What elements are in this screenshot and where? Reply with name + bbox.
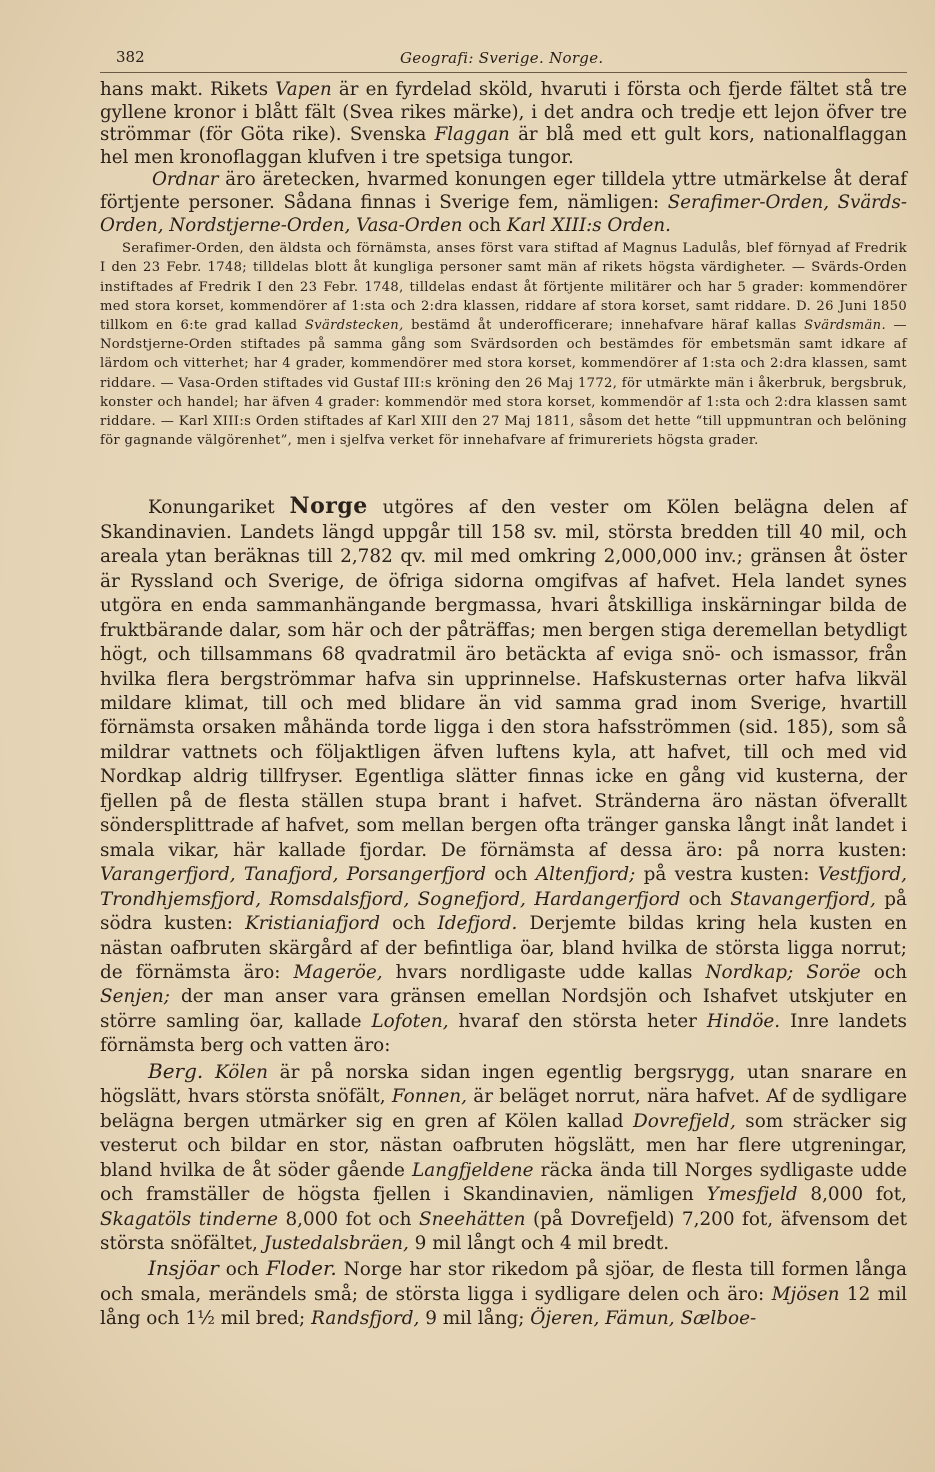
paragraph-vapen: hans makt. Rikets Vapen är en fyrdelad sköld, hvaruti i första och fjerde fältet stå tre gyllene kronor i blått fält (Svea rikes märke), i det andra och tredje ett lejon öfver tre strömmar (för Göta rike). Svenska Flaggan är blå med ett gult kors, nationalflaggan hel men kronoflaggan klufven i tre spetsiga tungor. — [100, 79, 907, 168]
paragraph-orders-detail: Serafimer-Orden, den äldsta och förnämsta, anses först vara stiftad af Magnus Ladulås, blef förnyad af Fredrik I den 23 Febr. 1748; tilldelas blott åt kungliga personer samt män af rikets högsta värdigheter. — Svärds-Orden instiftades af Fredrik I den 23 Febr. 1748, tilldelas endast åt förtjente militärer och har 5 grader: kommendörer med stora korset, kommendörer af 1:sta och 2:dra klassen, riddare af stora korset, samt riddare. D. 26 Juni 1850 tillkom en 6:te grad kallad Svärdstecken, bestämd åt underofficerare; innehafvare häraf kallas Svärdsmän. — Nordstjerne-Orden stiftades på samma gång som Svärdsorden och bestämdes för embetsmän samt idkare af lärdom och vitterhet; har 4 grader, kommendörer med stora korset, kommendörer af 1:sta och 2:dra klassen, samt riddare. — Vasa-Orden stiftades vid Gustaf III:s kröning den 26 Maj 1772, för utmärkte män i åkerbruk, bergsbruk, konster och handel; har äfven 4 grader: kommendör med stora korset, kommendör af 1:sta och 2:dra klassen samt riddare. — Karl XIII:s Orden stiftades af Karl XIII den 27 Maj 1811, såsom det hette “till uppmuntran och belöning för gagnande välgörenhet”, men i sjelfva verket för innehafvare af frimureriets högsta grader. — [100, 241, 907, 449]
norge-section — [100, 494, 907, 1331]
page-number: 382 — [116, 48, 145, 66]
orders-note — [100, 239, 907, 450]
running-head: Geografi: Sverige. Norge. — [400, 49, 604, 67]
paragraph-ordnar: Ordnar äro äretecken, hvarmed konungen eger tilldela yttre utmärkelse åt deraf förtjente personer. Sådana finnas i Sverige fem, nämligen: Serafimer-Orden, Svärds-Orden, Nordstjerne-Orden, Vasa-Orden och Karl XIII:s Orden. — [100, 169, 907, 236]
paragraph-insjoar: Insjöar och Floder. Norge har stor rikedom på sjöar, de flesta till formen långa och smala, merändels små; de största ligga i sydligare delen och äro: Mjösen 12 mil lång och 1½ mil bred; Randsfjord, 9 mil lång; Öjeren, Fämun, Sælboe- — [100, 1256, 907, 1330]
subheading-insjoar: Insjöar — [148, 1256, 219, 1281]
paragraph-norge-intro: Konungariket Norge utgöres af den vester om Kölen belägna delen af Skandinavien. Landets längd uppgår till 158 sv. mil, största bredden till 40 mil, och areala ytan beräknas till 2,782 qv. mil med omkring 2,000,000 inv.; gränsen åt öster är Ryssland och Sverige, de öfriga sidorna omgifvas af hafvet. Hela landet synes utgöra en enda sammanhängande bergmassa, hvari åtskilliga inskärningar bilda de fruktbärande dalar, som här och der påträffas; men bergen stiga deremellan betydligt högt, och tillsammans 68 qvadratmil äro betäckta af eviga snö- och ismassor, från hvilka flera bergströmmar hafva sin upprinnelse. Hafskusternas orter hafva likväl mildare klimat, till och med blidare än vid samma grad inom Sverige, hvartill förnämsta orsaken måhända torde ligga i den stora hafsströmmen (sid. 185), som så mildrar vattnets och följaktligen äfven luftens kyla, att hafvet, till och med vid Nordkap aldrig tillfryser. Egentliga slätter finnas icke en gång vid kusterna, der fjellen på de flesta ställen stupa brant i hafvet. Stränderna äro nästan öfverallt söndersplittrade af hafvet, som mellan bergen ofta tränger ganska långt inåt landet i smala vikar, här kallade fjordar. De förnämsta af dessa äro: på norra kusten: Varangerfjord, Tanafjord, Porsangerfjord och Altenfjord; på vestra kusten: Vestfjord, Trondhjemsfjord, Romsdalsfjord, Sognefjord, Hardangerfjord och Stavangerfjord, på södra kusten: Kristianiafjord och Idefjord. Derjemte bildas kring hela kusten en nästan oafbruten skärgård af der befintliga öar, bland hvilka de största ligga norrut; de förnämsta äro: Mageröe, hvars nordligaste udde kallas Nordkap; Soröe och Senjen; der man anser vara gränsen emellan Nordsjön och Ishafvet utskjuter en större samling öar, kallade Lofoten, hvaraf den största heter Hindöe. Inre landets förnämsta berg och vatten äro: — [100, 493, 907, 1057]
page-header — [100, 42, 907, 73]
body-text — [100, 79, 907, 1332]
section-name-norge: Norge — [289, 493, 368, 520]
subheading-berg: Berg. — [148, 1058, 204, 1083]
subheading-floder: Floder. — [266, 1256, 337, 1281]
sweden-section — [100, 79, 907, 237]
paragraph-berg: Berg. Kölen är på norska sidan ingen egentlig bergsrygg, utan snarare en högslätt, hvars största snöfält, Fonnen, är beläget norrut, nära hafvet. Af de sydligare belägna bergen utmärker sig en gren af Kölen kallad Dovrefjeld, som sträcker sig vesterut och bildar en stor, nästan oafbruten högslätt, men har flere utgreningar, bland hvilka de åt söder gående Langfjeldene räcka ända till Norges sydligaste udde och framställer de högsta fjellen i Skandinavien, nämligen Ymesfjeld 8,000 fot, Skagatöls tinderne 8,000 fot och Sneehätten (på Dovrefjeld) 7,200 fot, äfvensom det största snöfältet, Justedalsbräen, 9 mil långt och 4 mil bredt. — [100, 1058, 907, 1254]
